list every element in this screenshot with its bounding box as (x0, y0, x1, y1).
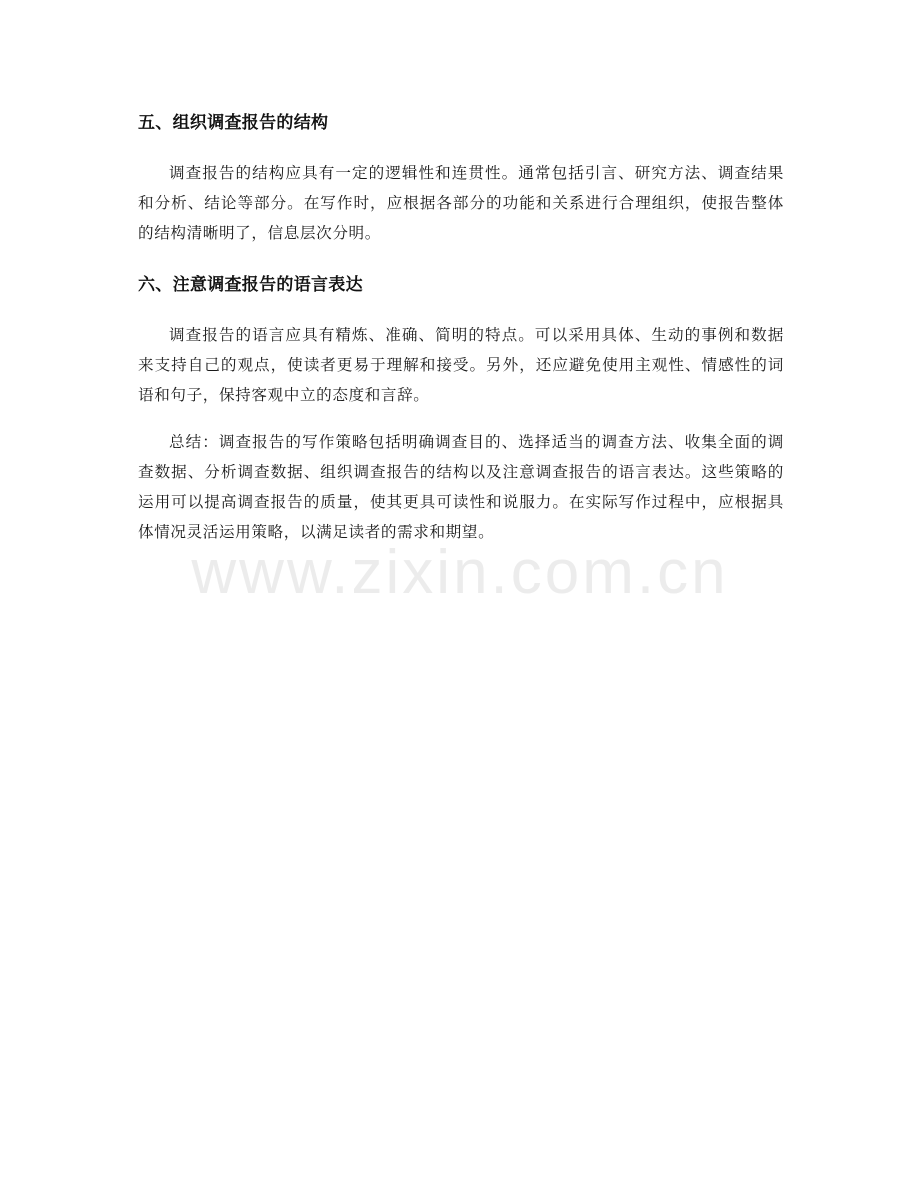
summary-paragraph: 总结：调查报告的写作策略包括明确调查目的、选择适当的调查方法、收集全面的调查数据、分析调查数据、组织调查报告的结构以及注意调查报告的语言表达。这些策略的运用可以提高调查报告的质量，使其更具可读性和说服力。在实际写作过程中，应根据具体情况灵活运用策略，以满足读者的需求和期望。 (138, 433, 784, 541)
section-heading-6: 六、注意调查报告的语言表达 (138, 275, 363, 295)
section-heading-5: 五、组织调查报告的结构 (138, 113, 329, 133)
document-body (138, 108, 784, 547)
section-6-paragraph: 调查报告的语言应具有精炼、准确、简明的特点。可以采用具体、生动的事例和数据来支持自己的观点，使读者更易于理解和接受。另外，还应避免使用主观性、情感性的词语和句子，保持客观中立的态度和言辞。 (138, 326, 784, 404)
watermark: www.zixin.com.cn (191, 538, 729, 607)
section-5-paragraph: 调查报告的结构应具有一定的逻辑性和连贯性。通常包括引言、研究方法、调查结果和分析、结论等部分。在写作时，应根据各部分的功能和关系进行合理组织，使报告整体的结构清晰明了，信息层次分明。 (138, 164, 784, 242)
